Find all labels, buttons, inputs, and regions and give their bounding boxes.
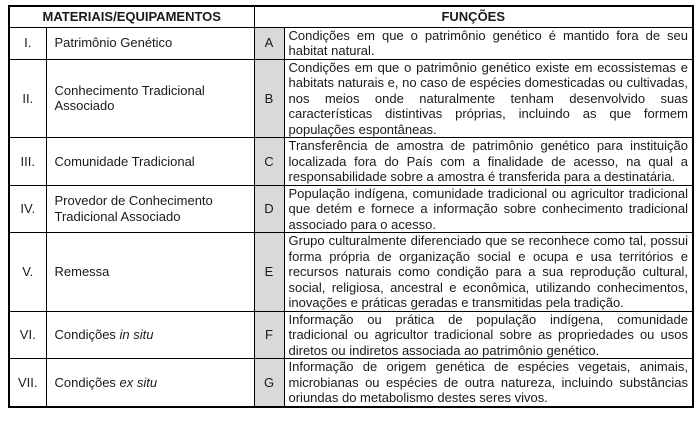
material-label: Remessa [54,264,110,279]
table-row [9,359,693,407]
description-cell: População indígena, comunidade tradicional ou agricultor tradicional que detém e fornece a informação sobre conhecimento tradicional associado para o acesso. [284,185,693,233]
material-label: Condições [54,374,120,390]
description-cell: Condições em que o patrimônio genético existe em ecossistemas e habitats naturais e, no caso de espécies domesticadas ou cultivadas, nos meios onde naturalmente tenham desenvolvido suas características distintivas próprias, incluindo as que formem populações espontâneas. [284,59,693,138]
material-cell [46,185,254,233]
letter-cell: G [254,359,284,407]
table-row [9,138,693,186]
numeral-cell: VII. [9,359,46,407]
material-cell [46,233,254,312]
numeral-cell: VI. [9,311,46,359]
table-row [9,27,693,59]
letter-cell: D [254,185,284,233]
description-cell: Informação ou prática de população indígena, comunidade tradicional ou agricultor tradicional sobre as propriedades ou usos diretos ou indiretos associada ao patrimônio genético. [284,311,693,359]
material-label: Provedor de Conhecimento Tradicional Associado [54,193,213,224]
material-cell [46,138,254,186]
numeral-cell: III. [9,138,46,186]
material-cell [46,311,254,359]
table-row [9,185,693,233]
table-row [9,59,693,138]
description-cell: Grupo culturalmente diferenciado que se reconhece como tal, possui forma própria de organização social e ocupa e usa territórios e recursos naturais como condição para a sua reprodução cultural, social, religiosa, ancestral e econômica, utilizando conhecimentos, inovações e práticas geradas e transmitidas pela tradição. [284,233,693,312]
letter-cell: C [254,138,284,186]
letter-cell: A [254,27,284,59]
description-cell: Informação de origem genética de espécies vegetais, animais, microbianas ou espécies de outra natureza, incluindo substâncias oriundas do metabolismo destes seres vivos. [284,359,693,407]
material-label: Patrimônio Genético [54,35,173,51]
numeral-cell: V. [9,233,46,312]
material-latin-term: ex situ [119,374,158,390]
material-cell [46,27,254,59]
letter-cell: F [254,311,284,359]
numeral-cell: I. [9,27,46,59]
material-label: Condições [54,327,120,342]
material-label: Conhecimento Tradicional Associado [54,82,205,114]
materials-functions-table [8,5,694,408]
numeral-cell: II. [9,59,46,138]
table-row [9,233,693,312]
materials-column-header: MATERIAIS/EQUIPAMENTOS [9,6,254,27]
numeral-cell: IV. [9,185,46,233]
material-cell [46,359,254,407]
description-cell: Condições em que o patrimônio genético é mantido fora de seu habitat natural. [284,27,693,59]
letter-cell: E [254,233,284,312]
functions-column-header: FUNÇÕES [254,6,693,27]
material-latin-term: in situ [119,327,154,342]
material-label: Comunidade Tradicional [54,153,195,169]
table-row [9,311,693,359]
header-row [9,6,693,27]
letter-cell: B [254,59,284,138]
material-cell [46,59,254,138]
description-cell: Transferência de amostra de patrimônio genético para instituição localizada fora do País com a finalidade de acesso, na qual a responsabilidade sobre a amostra é transferida para a destinatária. [284,138,693,186]
